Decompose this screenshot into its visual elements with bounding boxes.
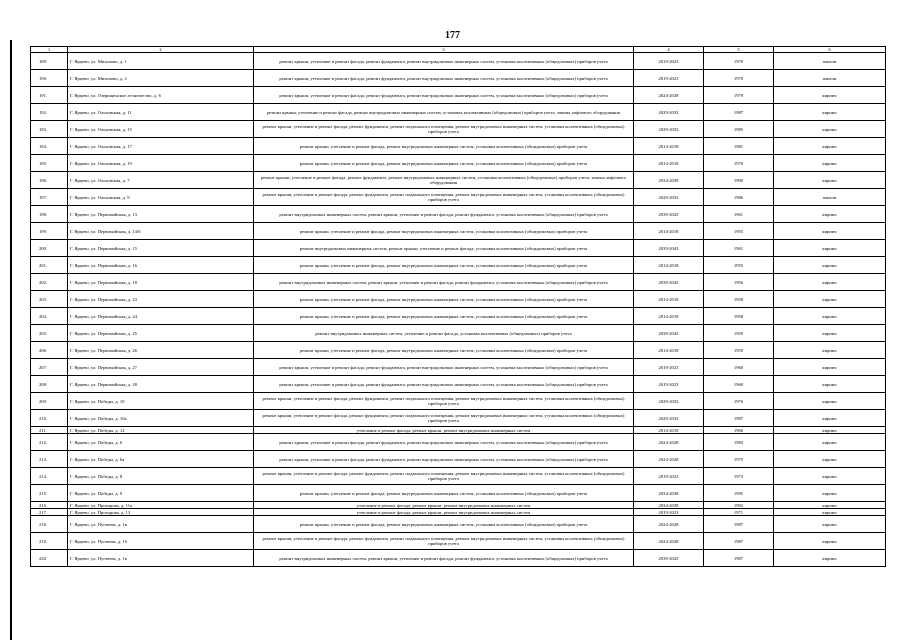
wall-material-cell: панели	[774, 70, 886, 87]
year-built-cell: 1985	[704, 121, 774, 138]
period-cell: 2029-2033	[634, 104, 704, 121]
address-cell: Г. Ярцево, ул. Прохорова, д. 11а	[68, 502, 254, 509]
year-built-cell: 1961	[704, 240, 774, 257]
period-cell: 2019-2023	[634, 70, 704, 87]
table-row	[31, 485, 886, 502]
address-cell: Г. Ярцево, ул. Победы, д. 12	[68, 427, 254, 434]
table-row	[31, 189, 886, 206]
wall-material-cell: панели	[774, 189, 886, 206]
scan-margin-line	[10, 40, 12, 640]
row-number-cell: 193.	[31, 121, 68, 138]
address-cell: Г. Ярцево, ул. Победы, д. 6	[68, 434, 254, 451]
wall-material-cell: кирпич	[774, 121, 886, 138]
row-number-cell: 210.	[31, 410, 68, 427]
column-header: 2	[68, 47, 254, 53]
wall-material-cell: кирпич	[774, 274, 886, 291]
address-cell: Г. Ярцево, ул. Милохово, д. 2	[68, 70, 254, 87]
row-number-cell: 192.	[31, 104, 68, 121]
row-number-cell: 215.	[31, 485, 68, 502]
year-built-cell: 1959	[704, 342, 774, 359]
year-built-cell: 1976	[704, 155, 774, 172]
table-row	[31, 274, 886, 291]
period-cell: 2039-2043	[634, 240, 704, 257]
period-cell: 2039-2043	[634, 206, 704, 223]
table-row	[31, 451, 886, 468]
period-cell: 2024-2028	[634, 434, 704, 451]
year-built-cell: 1981	[704, 138, 774, 155]
wall-material-cell: кирпич	[774, 468, 886, 485]
year-built-cell: 1983	[704, 434, 774, 451]
work-types-cell: ремонт крыши, утепление и ремонт фасада, ремонт внутридомовых инженерных систем, установка коллективных (общедомовых) приборов учета	[254, 342, 634, 359]
year-built-cell: 1959	[704, 325, 774, 342]
table-row	[31, 516, 886, 533]
row-number-cell: 199.	[31, 223, 68, 240]
address-cell: Г. Ярцево, ул. Первомайская, д. 27	[68, 359, 254, 376]
table-row	[31, 509, 886, 516]
wall-material-cell: кирпич	[774, 485, 886, 502]
period-cell: 2019-2023	[634, 509, 704, 516]
wall-material-cell: кирпич	[774, 393, 886, 410]
wall-material-cell: кирпич	[774, 325, 886, 342]
address-cell: Г. Ярцево, ул. Победы, д. 10а	[68, 410, 254, 427]
year-built-cell: 1987	[704, 516, 774, 533]
row-number-cell: 216.	[31, 502, 68, 509]
wall-material-cell: кирпич	[774, 502, 886, 509]
year-built-cell: 1987	[704, 550, 774, 567]
period-cell: 2034-2038	[634, 485, 704, 502]
year-built-cell: 1995	[704, 485, 774, 502]
period-cell: 2014-2018	[634, 291, 704, 308]
work-types-cell: ремонт крыши, утепление и ремонт фасада, ремонт фундамента, ремонт внутридомовых инженерных систем, установка коллективных (общедомовых) приборов учета	[254, 376, 634, 393]
row-number-cell: 206.	[31, 342, 68, 359]
row-number-cell: 205.	[31, 325, 68, 342]
wall-material-cell: кирпич	[774, 434, 886, 451]
year-built-cell: 1960	[704, 359, 774, 376]
table-row	[31, 393, 886, 410]
table-row	[31, 468, 886, 485]
address-cell: Г. Ярцево, ул. Ольховская, д. 7	[68, 172, 254, 189]
row-number-cell: 209.	[31, 393, 68, 410]
address-cell: Г. Ярцево, ул. Первомайская, д. 13	[68, 206, 254, 223]
wall-material-cell: кирпич	[774, 427, 886, 434]
year-built-cell: 1958	[704, 291, 774, 308]
period-cell: 2014-2018	[634, 138, 704, 155]
work-types-cell: ремонт крыши, утепление и ремонт фасада, ремонт фундамента, ремонт внутридомовых инженерных систем, установка коллективных (общедомовых) приборов учета	[254, 53, 634, 70]
table-row	[31, 104, 886, 121]
row-number-cell: 194.	[31, 138, 68, 155]
row-number-cell: 207.	[31, 359, 68, 376]
year-built-cell: 1970	[704, 70, 774, 87]
year-built-cell: 1992	[704, 502, 774, 509]
wall-material-cell: кирпич	[774, 291, 886, 308]
work-types-cell: ремонт крыши, утепление и ремонт фасада, ремонт фундамента, ремонт подвального помещения, ремонт внутридомовых инженерных систем, установка коллективных (общедомовых) приборов учета	[254, 121, 634, 138]
address-cell: Г. Ярцево, ул. Ольховская, д. 19	[68, 155, 254, 172]
period-cell: 2029-2033	[634, 121, 704, 138]
period-cell: 2019-2023	[634, 53, 704, 70]
table-row	[31, 53, 886, 70]
address-cell: Г. Ярцево, ул. Пугачева, д. 1б	[68, 533, 254, 550]
year-built-cell: 1966	[704, 427, 774, 434]
column-header: 3	[254, 47, 634, 53]
work-types-cell: ремонт внутридомовых инженерных систем, ремонт крыши, утепление и ремонт фасада, ремонт фундамента, установка коллективных (общедомовых) приборов учета	[254, 550, 634, 567]
work-types-cell: ремонт крыши, утепление и ремонт фасада, ремонт внутридомовых инженерных систем, установка коллективных (общедомовых) приборов учета	[254, 223, 634, 240]
work-types-cell: ремонт внутридомовых инженерных систем, утепление и ремонт фасада, установка коллективных (общедомовых) приборов учета	[254, 325, 634, 342]
table-row	[31, 155, 886, 172]
work-types-cell: ремонт крыши, утепление и ремонт фасада, ремонт фундамента, ремонт внутридомовых инженерных систем, установка коллективных (общедомовых) приборов учета, замена лифтового оборудования	[254, 172, 634, 189]
table-row	[31, 291, 886, 308]
row-number-cell: 201.	[31, 257, 68, 274]
address-cell: Г. Ярцево, ул. Первомайская, д. 24	[68, 308, 254, 325]
address-cell: Г. Ярцево, ул. Ольховская, д. 11	[68, 104, 254, 121]
period-cell: 2029-2033	[634, 189, 704, 206]
work-types-cell: ремонт внутридомовых инженерных систем, ремонт крыши, утепление и ремонт фасада, ремонт фундамента, установка коллективных (общедомовых) приборов учета	[254, 274, 634, 291]
table-row	[31, 308, 886, 325]
address-cell: Г. Ярцево, ул. Первомайская, д. 26	[68, 342, 254, 359]
table-row	[31, 87, 886, 104]
work-types-cell: утепление и ремонт фасада, ремонт крыши, ремонт внутридомовых инженерных систем	[254, 509, 634, 516]
period-cell: 2029-2033	[634, 410, 704, 427]
table-row	[31, 121, 886, 138]
period-cell: 2029-2033	[634, 393, 704, 410]
address-cell: Г. Ярцево, ул. Первомайская, д. 15	[68, 240, 254, 257]
table-row	[31, 410, 886, 427]
period-cell: 2024-2028	[634, 533, 704, 550]
wall-material-cell: кирпич	[774, 155, 886, 172]
wall-material-cell: кирпич	[774, 138, 886, 155]
year-built-cell: 1975	[704, 451, 774, 468]
year-built-cell: 1971	[704, 509, 774, 516]
period-cell: 2019-2023	[634, 359, 704, 376]
address-cell: Г. Ярцево, ул. Первомайская, д. 16	[68, 257, 254, 274]
period-cell: 2034-2038	[634, 502, 704, 509]
row-number-cell: 217.	[31, 509, 68, 516]
year-built-cell: 1976	[704, 393, 774, 410]
address-cell: Г. Ярцево, ул. Первомайская, д. 25	[68, 325, 254, 342]
table-row	[31, 342, 886, 359]
row-number-cell: 204.	[31, 308, 68, 325]
period-cell: 2014-2018	[634, 257, 704, 274]
table-row	[31, 223, 886, 240]
table-row	[31, 376, 886, 393]
table-row	[31, 206, 886, 223]
wall-material-cell: кирпич	[774, 410, 886, 427]
period-cell: 2039-2043	[634, 550, 704, 567]
work-types-cell: ремонт внутридомовых инженерных систем, ремонт крыши, утепление и ремонт фасада, ремонт фундамента, установка коллективных (общедомовых) приборов учета	[254, 206, 634, 223]
year-built-cell: 1970	[704, 53, 774, 70]
year-built-cell: 1956	[704, 274, 774, 291]
year-built-cell: 1958	[704, 308, 774, 325]
table-row	[31, 502, 886, 509]
year-built-cell: 1973	[704, 468, 774, 485]
row-number-cell: 214.	[31, 468, 68, 485]
row-number-cell: 213.	[31, 451, 68, 468]
page-number: 177	[445, 30, 460, 41]
work-types-cell: ремонт крыши, утепление и ремонт фасада, ремонт фундамента, ремонт внутридомовых инженерных систем, установка коллективных (общедомовых) приборов учета	[254, 451, 634, 468]
year-built-cell: 1979	[704, 87, 774, 104]
table-row	[31, 240, 886, 257]
address-cell: Г. Ярцево, ул. Победы, д. 10	[68, 393, 254, 410]
table-row	[31, 533, 886, 550]
work-types-cell: ремонт крыши, утепление и ремонт фасада, ремонт фундамента, ремонт подвального помещения, ремонт внутридомовых инженерных систем, установка коллективных (общедомовых) приборов учета	[254, 533, 634, 550]
row-number-cell: 208.	[31, 376, 68, 393]
work-types-cell: утепление и ремонт фасада, ремонт крыши, ремонт внутридомовых инженерных систем	[254, 502, 634, 509]
address-cell: Г. Ярцево, ул. Милохово, д. 1	[68, 53, 254, 70]
period-cell: 2019-2023	[634, 376, 704, 393]
wall-material-cell: кирпич	[774, 257, 886, 274]
year-built-cell: 1987	[704, 533, 774, 550]
work-types-cell: ремонт крыши, утепление и ремонт фасада, ремонт внутридомовых инженерных систем, установка коллективных (общедомовых) приборов учета	[254, 485, 634, 502]
wall-material-cell: кирпич	[774, 206, 886, 223]
period-cell: 2024-2028	[634, 451, 704, 468]
wall-material-cell: кирпич	[774, 550, 886, 567]
table-row	[31, 550, 886, 567]
address-cell: Г. Ярцево, ул. Победы, д. 8	[68, 468, 254, 485]
table-row	[31, 325, 886, 342]
year-built-cell: 1960	[704, 376, 774, 393]
wall-material-cell: кирпич	[774, 509, 886, 516]
work-types-cell: ремонт крыши, утепление и ремонт фасада, ремонт фундамента, ремонт подвального помещения, ремонт внутридомовых инженерных систем, установка коллективных (общедомовых) приборов учета	[254, 393, 634, 410]
table-row	[31, 427, 886, 434]
work-types-cell: ремонт крыши, утепление и ремонт фасада, ремонт фундамента, ремонт внутридомовых инженерных систем, установка коллективных (общедомовых) приборов учета	[254, 359, 634, 376]
wall-material-cell: панели	[774, 53, 886, 70]
work-types-cell: ремонт крыши, утепление и ремонт фасада, ремонт внутридомовых инженерных систем, установка коллективных (общедомовых) приборов учета	[254, 516, 634, 533]
row-number-cell: 211.	[31, 427, 68, 434]
row-number-cell: 196.	[31, 172, 68, 189]
wall-material-cell: кирпич	[774, 451, 886, 468]
table-row	[31, 359, 886, 376]
address-cell: Г. Ярцево, ул. Первомайская, д. 18	[68, 274, 254, 291]
period-cell: 2039-2043	[634, 325, 704, 342]
column-header: 4	[634, 47, 704, 53]
row-number-cell: 197.	[31, 189, 68, 206]
year-built-cell: 1990	[704, 172, 774, 189]
period-cell: 2039-2043	[634, 274, 704, 291]
row-number-cell: 198.	[31, 206, 68, 223]
row-number-cell: 212.	[31, 434, 68, 451]
year-built-cell: 1955	[704, 257, 774, 274]
address-cell: Г. Ярцево, ул. Озерищенское лесничество, д. 6	[68, 87, 254, 104]
period-cell: 2014-2018	[634, 155, 704, 172]
row-number-cell: 191.	[31, 87, 68, 104]
wall-material-cell: кирпич	[774, 359, 886, 376]
wall-material-cell: кирпич	[774, 376, 886, 393]
address-cell: Г. Ярцево, ул. Победы, д. 9	[68, 485, 254, 502]
address-cell: Г. Ярцево, ул. Ольховская, д. 9	[68, 189, 254, 206]
work-types-cell: утепление и ремонт фасада, ремонт крыши, ремонт внутридомовых инженерных систем	[254, 427, 634, 434]
wall-material-cell: кирпич	[774, 104, 886, 121]
period-cell: 2024-2028	[634, 87, 704, 104]
work-types-cell: ремонт крыши, утепление и ремонт фасада, ремонт внутридомовых инженерных систем, установка коллективных (общедомовых) приборов учета	[254, 155, 634, 172]
row-number-cell: 190.	[31, 70, 68, 87]
wall-material-cell: кирпич	[774, 223, 886, 240]
column-header: 5	[704, 47, 774, 53]
work-types-cell: ремонт крыши, утепление и ремонт фасада, ремонт внутридомовых инженерных систем, установка коллективных (общедомовых) приборов учета	[254, 291, 634, 308]
period-cell: 2014-2018	[634, 342, 704, 359]
table-body	[31, 53, 886, 567]
work-types-cell: ремонт крыши, утепление и ремонт фасада, ремонт внутридомовых инженерных систем, установка коллективных (общедомовых) приборов учета, замена лифтового оборудования	[254, 104, 634, 121]
row-number-cell: 220.	[31, 550, 68, 567]
period-cell: 2014-2018	[634, 223, 704, 240]
year-built-cell: 1961	[704, 206, 774, 223]
work-types-cell: ремонт крыши, утепление и ремонт фасада, ремонт фундамента, ремонт внутридомовых инженерных систем, установка коллективных (общедомовых) приборов учета	[254, 87, 634, 104]
work-types-cell: ремонт крыши, утепление и ремонт фасада, ремонт фундамента, ремонт внутридомовых инженерных систем, установка коллективных (общедомовых) приборов учета	[254, 434, 634, 451]
address-cell: Г. Ярцево, ул. Первомайская, д. 23	[68, 291, 254, 308]
address-cell: Г. Ярцево, ул. Победы, д. 6а	[68, 451, 254, 468]
period-cell: 2014-2018	[634, 427, 704, 434]
address-cell: Г. Ярцево, ул. Пугачева, д. 1в	[68, 550, 254, 567]
work-types-cell: ремонт крыши, утепление и ремонт фасада, ремонт внутридомовых инженерных систем, установка коллективных (общедомовых) приборов учета	[254, 257, 634, 274]
work-types-cell: ремонт крыши, утепление и ремонт фасада, ремонт внутридомовых инженерных систем, установка коллективных (общедомовых) приборов учета	[254, 308, 634, 325]
table-row	[31, 257, 886, 274]
wall-material-cell: кирпич	[774, 342, 886, 359]
period-cell: 2034-2038	[634, 172, 704, 189]
row-number-cell: 219.	[31, 533, 68, 550]
column-header: 6	[774, 47, 886, 53]
work-types-cell: ремонт крыши, утепление и ремонт фасада, ремонт внутридомовых инженерных систем, установка коллективных (общедомовых) приборов учета	[254, 138, 634, 155]
year-built-cell: 1987	[704, 104, 774, 121]
row-number-cell: 200.	[31, 240, 68, 257]
wall-material-cell: кирпич	[774, 516, 886, 533]
table-row	[31, 172, 886, 189]
year-built-cell: 1987	[704, 410, 774, 427]
work-types-cell: ремонт крыши, утепление и ремонт фасада, ремонт фундамента, ремонт подвального помещения, ремонт внутридомовых инженерных систем, установка коллективных (общедомовых) приборов учета	[254, 189, 634, 206]
period-cell: 2019-2023	[634, 468, 704, 485]
column-header: 1	[31, 47, 68, 53]
row-number-cell: 202.	[31, 274, 68, 291]
work-types-cell: ремонт внутридомовых инженерных систем, ремонт крыши, утепление и ремонт фасада, установка коллективных (общедомовых) приборов учета	[254, 240, 634, 257]
row-number-cell: 189.	[31, 53, 68, 70]
wall-material-cell: кирпич	[774, 240, 886, 257]
row-number-cell: 195.	[31, 155, 68, 172]
work-types-cell: ремонт крыши, утепление и ремонт фасада, ремонт фундамента, ремонт внутридомовых инженерных систем, установка коллективных (общедомовых) приборов учета	[254, 70, 634, 87]
year-built-cell: 1986	[704, 189, 774, 206]
address-cell: Г. Ярцево, ул. Пугачева, д. 1в	[68, 516, 254, 533]
repair-schedule-table	[30, 46, 886, 567]
address-cell: Г. Ярцево, ул. Ольховская, д. 15	[68, 121, 254, 138]
table-row	[31, 70, 886, 87]
wall-material-cell: кирпич	[774, 308, 886, 325]
period-cell: 2024-2028	[634, 516, 704, 533]
address-cell: Г. Ярцево, ул. Первомайская, д. 14/6	[68, 223, 254, 240]
period-cell: 2014-2018	[634, 308, 704, 325]
table-row	[31, 434, 886, 451]
row-number-cell: 203.	[31, 291, 68, 308]
address-cell: Г. Ярцево, ул. Прохорова, д. 13	[68, 509, 254, 516]
wall-material-cell: кирпич	[774, 172, 886, 189]
work-types-cell: ремонт крыши, утепление и ремонт фасада, ремонт фундамента, ремонт подвального помещения, ремонт внутридомовых инженерных систем, установка коллективных (общедомовых) приборов учета	[254, 468, 634, 485]
year-built-cell: 1955	[704, 223, 774, 240]
address-cell: Г. Ярцево, ул. Ольховская, д. 17	[68, 138, 254, 155]
address-cell: Г. Ярцево, ул. Первомайская, д. 28	[68, 376, 254, 393]
wall-material-cell: кирпич	[774, 87, 886, 104]
work-types-cell: ремонт крыши, утепление и ремонт фасада, ремонт фундамента, ремонт подвального помещения, ремонт внутридомовых инженерных систем, установка коллективных (общедомовых) приборов учета	[254, 410, 634, 427]
table-row	[31, 138, 886, 155]
wall-material-cell: кирпич	[774, 533, 886, 550]
row-number-cell: 218.	[31, 516, 68, 533]
